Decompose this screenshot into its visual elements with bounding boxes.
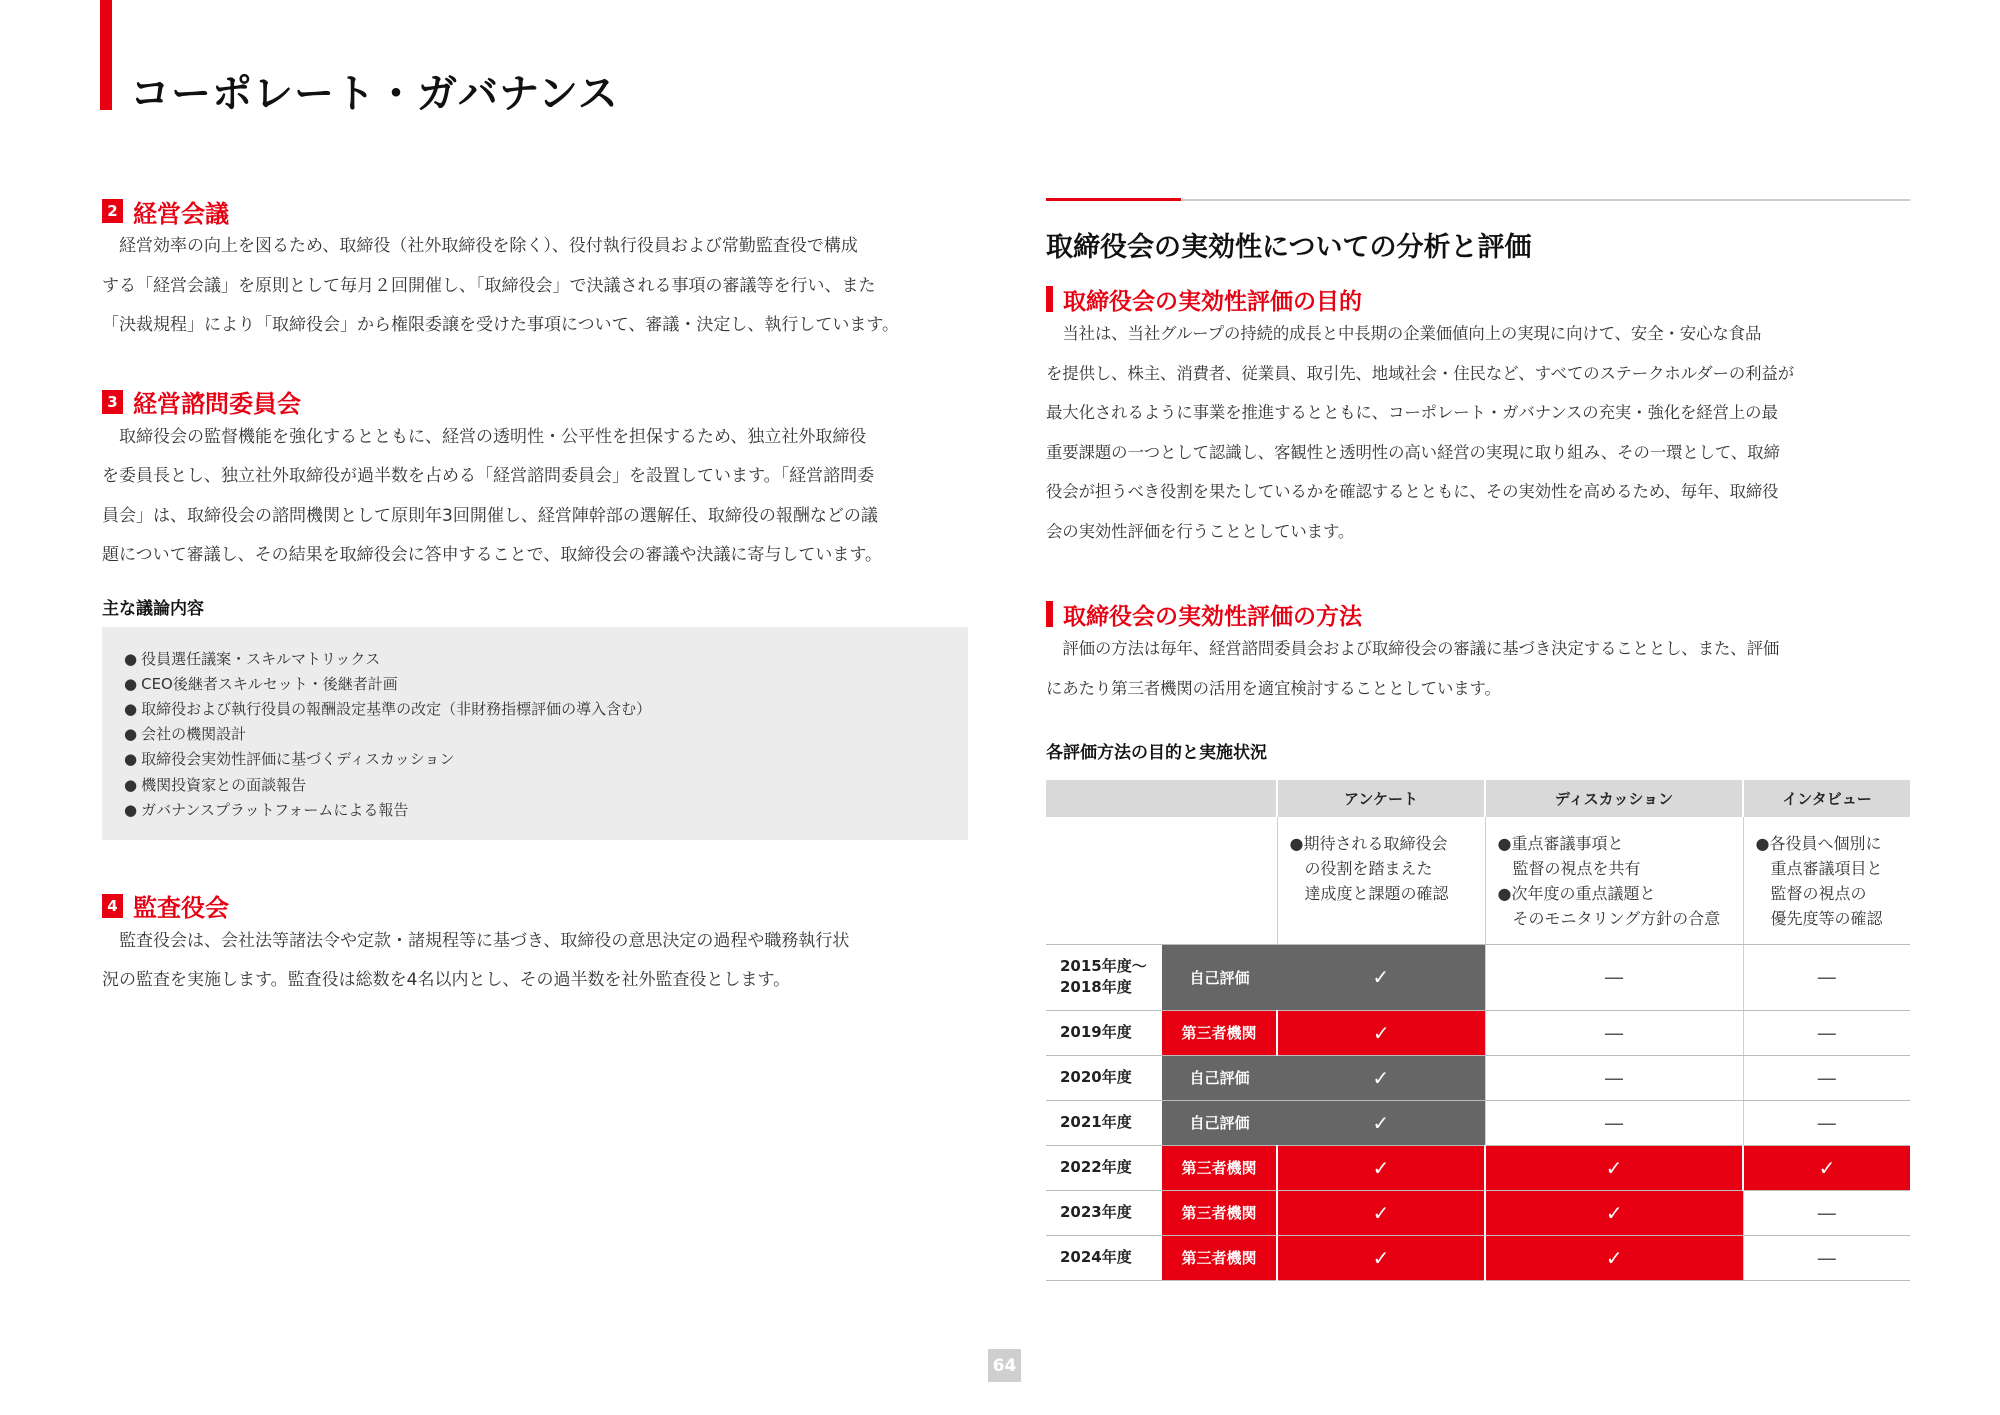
body-line: 題について審議し、その結果を取締役会に答申することで、取締役会の審議や決議に寄与しています。: [102, 545, 882, 565]
section-4-heading: [102, 890, 968, 922]
evaluation-type-cell: 自己評価: [1162, 1055, 1277, 1100]
evaluation-type-cell: 第三者機関: [1162, 1235, 1277, 1280]
dash-mark: —: [1485, 1010, 1743, 1055]
dash-mark: —: [1485, 944, 1743, 1010]
section-3-heading: [102, 386, 968, 418]
dash-mark: —: [1485, 1100, 1743, 1145]
dash-mark: —: [1743, 1010, 1910, 1055]
body-line: にあたり第三者機関の活用を適宜検討することとしています。: [1046, 678, 1501, 698]
divider-accent: [1046, 198, 1181, 201]
heading-text: 取締役会の実効性評価の方法: [1063, 603, 1362, 630]
section-title: 経営諮問委員会: [133, 390, 301, 418]
body-line: を提供し、株主、消費者、従業員、取引先、地域社会・住民など、すべてのステークホルダーの利益が: [1046, 363, 1795, 383]
column-header: アンケート: [1277, 780, 1485, 817]
list-item: ● 取締役および執行役員の報酬設定基準の改定（非財務指標評価の導入含む）: [124, 699, 652, 718]
check-mark: ✓: [1485, 1235, 1743, 1280]
year-cell: 2024年度: [1046, 1235, 1162, 1280]
section-2-heading: [102, 195, 968, 227]
year-cell: 2015年度〜 2018年度: [1046, 944, 1162, 1010]
header-blank: [1046, 780, 1277, 817]
table-row: [1046, 944, 1910, 1010]
body-line: 当社は、当社グループの持続的成長と中長期の企業価値向上の実現に向けて、安全・安心な食品: [1062, 324, 1762, 343]
desc-blank: [1046, 817, 1277, 944]
section-number: 2: [102, 199, 123, 223]
body-line: 重要課題の一つとして認識し、客観性と透明性の高い経営の実現に取り組み、その一環として、取締: [1046, 442, 1780, 462]
desc-cell: ●期待される取締役会 の役割を踏まえた 達成度と課題の確認: [1277, 817, 1485, 944]
evaluation-table: [1046, 780, 1910, 1281]
table-row: [1046, 1190, 1910, 1235]
list-item: ● 機関投資家との面談報告: [124, 775, 307, 794]
heading-text: 取締役会の実効性評価の目的: [1063, 288, 1362, 315]
body-line: 取締役会の監督機能を強化するとともに、経営の透明性・公平性を担保するため、独立社外取締役: [119, 426, 867, 447]
check-mark: ✓: [1277, 1145, 1485, 1190]
list-item: ● 取締役会実効性評価に基づくディスカッション: [124, 750, 455, 769]
table-row: [1046, 1055, 1910, 1100]
year-cell: 2019年度: [1046, 1010, 1162, 1055]
section-number: 4: [102, 894, 123, 918]
evaluation-type-cell: 自己評価: [1162, 944, 1277, 1010]
year-cell: 2021年度: [1046, 1100, 1162, 1145]
body-line: 役会が担うべき役割を果たしているかを確認するとともに、その実効性を高めるため、毎年、取締役: [1046, 482, 1779, 501]
year-cell: 2023年度: [1046, 1190, 1162, 1235]
column-header: インタビュー: [1743, 780, 1910, 817]
table-row: [1046, 1145, 1910, 1190]
check-mark: ✓: [1485, 1145, 1743, 1190]
year-cell: 2020年度: [1046, 1055, 1162, 1100]
body-line: 「決裁規程」により「取締役会」から権限委譲を受けた事項について、審議・決定し、執行しています。: [102, 315, 899, 335]
table-label: 各評価方法の目的と実施状況: [1046, 743, 1267, 763]
check-mark: ✓: [1277, 1055, 1485, 1100]
section-title: 監査役会: [133, 894, 229, 922]
purpose-heading: [1046, 284, 1910, 314]
list-item: ● 役員選任議案・スキルマトリックス: [124, 649, 381, 668]
body-line: 員会」は、取締役会の諮問機関として原則年3回開催し、経営陣幹部の選解任、取締役の報酬などの議: [102, 505, 878, 526]
check-mark: ✓: [1277, 1010, 1485, 1055]
desc-cell: ●重点審議事項と 監督の視点を共有 ●次年度の重点議題と そのモニタリング方針の合意: [1485, 817, 1743, 944]
year-cell: 2022年度: [1046, 1145, 1162, 1190]
section-main-heading: 取締役会の実効性についての分析と評価: [1046, 232, 1532, 263]
section-4-body: [102, 922, 968, 1001]
heading-bar: [1046, 601, 1053, 627]
title-accent-bar: [100, 0, 112, 110]
table-row: [1046, 1235, 1910, 1280]
list-item: ● ガバナンスプラットフォームによる報告: [124, 800, 409, 819]
dash-mark: —: [1743, 1100, 1910, 1145]
check-mark: ✓: [1277, 1190, 1485, 1235]
page-number: 64: [988, 1349, 1021, 1382]
body-line: 最大化されるように事業を推進するとともに、コーポレート・ガバナンスの充実・強化を経営上の最: [1046, 403, 1778, 422]
section-2-body: [102, 227, 968, 346]
section-number: 3: [102, 390, 123, 414]
body-line: 監査役会は、会社法等諸法令や定款・諸規程等に基づき、取締役の意思決定の過程や職務執行状: [119, 930, 850, 951]
evaluation-type-cell: 第三者機関: [1162, 1145, 1277, 1190]
dash-mark: —: [1743, 944, 1910, 1010]
section-3-body: [102, 418, 968, 576]
right-column: [1046, 195, 1910, 763]
body-line: 会の実効性評価を行うこととしています。: [1046, 521, 1355, 541]
body-line: する「経営会議」を原則として毎月２回開催し、「取締役会」で決議される事項の審議等を行い、また: [102, 275, 876, 296]
table-header-row: [1046, 780, 1910, 817]
method-heading: [1046, 599, 1910, 629]
check-mark: ✓: [1743, 1145, 1910, 1190]
evaluation-type-cell: 第三者機関: [1162, 1010, 1277, 1055]
check-mark: ✓: [1277, 1235, 1485, 1280]
dash-mark: —: [1743, 1235, 1910, 1280]
body-line: 経営効率の向上を図るため、取締役（社外取締役を除く）、役付執行役員および常勤監査役で構成: [119, 236, 858, 256]
dash-mark: —: [1743, 1190, 1910, 1235]
table-row: [1046, 1010, 1910, 1055]
page-title: コーポレート・ガバナンス: [130, 71, 619, 117]
topics-label: 主な議論内容: [102, 598, 204, 619]
column-header: ディスカッション: [1485, 780, 1743, 817]
evaluation-type-cell: 自己評価: [1162, 1100, 1277, 1145]
dash-mark: —: [1743, 1055, 1910, 1100]
topics-box: [102, 627, 968, 840]
purpose-body: [1046, 314, 1910, 551]
list-item: ● 会社の機関設計: [124, 725, 247, 744]
table-description-row: [1046, 817, 1910, 944]
check-mark: ✓: [1485, 1190, 1743, 1235]
body-line: 況の監査を実施します。監査役は総数を4名以内とし、その過半数を社外監査役とします。: [102, 970, 791, 990]
section-title: 経営会議: [133, 199, 229, 228]
heading-bar: [1046, 286, 1053, 312]
left-column: [102, 195, 968, 1001]
check-mark: ✓: [1277, 944, 1485, 1010]
body-line: 評価の方法は毎年、経営諮問委員会および取締役会の審議に基づき決定することとし、また、評価: [1062, 639, 1780, 658]
evaluation-type-cell: 第三者機関: [1162, 1190, 1277, 1235]
table-body: [1046, 944, 1910, 1280]
check-mark: ✓: [1277, 1100, 1485, 1145]
dash-mark: —: [1485, 1055, 1743, 1100]
body-line: を委員長とし、独立社外取締役が過半数を占める「経営諮問委員会」を設置しています。「経営諮問委: [102, 466, 875, 486]
table-row: [1046, 1100, 1910, 1145]
list-item: ● CEO後継者スキルセット・後継者計画: [124, 674, 398, 693]
desc-cell: ●各役員へ個別に 重点審議項目と 監督の視点の 優先度等の確認: [1743, 817, 1910, 944]
method-body: [1046, 629, 1910, 708]
